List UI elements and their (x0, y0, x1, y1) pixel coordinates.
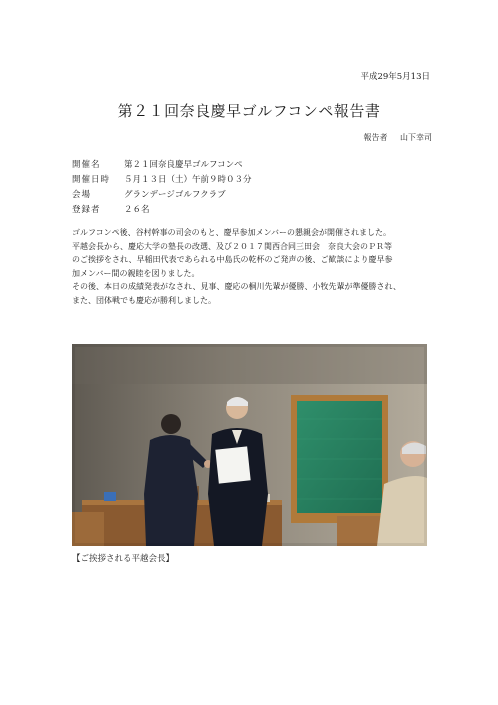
info-label: 開催名 (72, 160, 101, 170)
event-photo (72, 344, 427, 546)
reporter-role: 報告者 (363, 133, 388, 142)
info-row (72, 158, 252, 173)
info-value: ２６名 (124, 205, 150, 215)
info-row (72, 188, 252, 203)
info-row (72, 203, 252, 218)
report-date: 平成29年5月13日 (360, 72, 430, 82)
photo-caption: 【ご挨拶される平越会長】 (72, 554, 175, 564)
report-body (72, 226, 432, 307)
body-line: ゴルフコンペ後、谷村幹事の司会のもと、慶早参加メンバーの懇親会が開催されました。 (72, 228, 392, 237)
photo-green-board (297, 401, 382, 513)
info-value: ５月１３日（土）午前９時０３分 (124, 175, 252, 185)
body-line: その後、本日の成績発表がなされ、見事、慶応の桐川先輩が優勝、小牧先輩が準優勝され、 (72, 282, 401, 291)
photo-paper (215, 446, 250, 483)
info-label: 開催日時 (72, 175, 111, 185)
body-line: 平越会長から、慶応大学の塾長の改選、及び２０１７関西合同三田会 奈良大会のＰＲ等 (72, 241, 392, 251)
info-value: グランデージゴルフクラブ (124, 190, 226, 200)
body-line: また、団体戦でも慶応が勝利しました。 (72, 295, 216, 305)
info-label: 会場 (72, 190, 92, 200)
report-title: 第２１回奈良慶早ゴルフコンペ報告書 (117, 102, 381, 120)
info-label: 登録者 (72, 205, 101, 215)
event-info (72, 158, 252, 218)
body-line: のご挨拶をされ、早稲田代表であられる中島氏の乾杯のご発声の後、ご歓談により慶早参 (72, 255, 393, 264)
reporter-line (363, 132, 432, 143)
reporter-name: 山下幸司 (400, 133, 432, 142)
info-row (72, 173, 252, 188)
info-value: 第２１回奈良慶早ゴルフコンペ (124, 160, 243, 170)
body-line: 加メンバー間の親睦を図りました。 (72, 268, 200, 278)
